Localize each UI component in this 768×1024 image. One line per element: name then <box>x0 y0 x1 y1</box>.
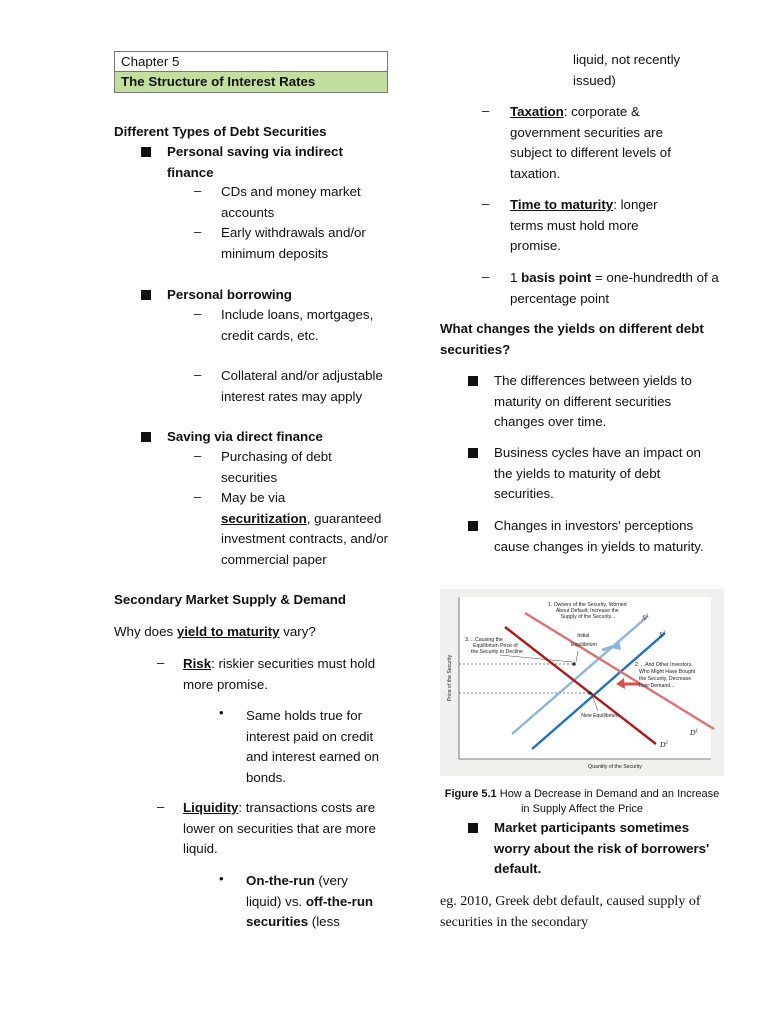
x-axis-label: Quantity of the Security <box>588 764 642 770</box>
dash-icon: – <box>194 489 202 504</box>
item-same-holds: Same holds true for interest paid on credit and interest earned on bonds. <box>246 708 380 785</box>
dash-icon: – <box>482 103 490 118</box>
chapter-title-box <box>114 51 388 93</box>
y-axis-label: Price of the Security <box>447 654 453 702</box>
liquid-continued: liquid, not recently issued) <box>573 52 681 88</box>
dash-icon: – <box>157 799 165 814</box>
caption-text: How a Decrease in Demand and an Increase in Supply Affect the Price <box>496 788 720 815</box>
ttm-term: Time to maturity <box>510 197 614 212</box>
item-risk <box>183 654 383 695</box>
dash-icon: – <box>157 655 165 670</box>
item-direct-finance: Saving via direct finance <box>167 429 323 444</box>
dash-icon: – <box>194 183 202 198</box>
note3-line-3: the Security to Decline <box>471 649 523 655</box>
heading-secondary-market: Secondary Market Supply & Demand <box>114 592 347 607</box>
bp-text: = one-hundredth of a percentage point <box>510 270 719 306</box>
bullet-square-icon <box>141 432 151 442</box>
liquidity-text: : transactions costs are lower on securities that are more liquid. <box>183 800 376 856</box>
chapter-title: The Structure of Interest Rates <box>115 72 387 92</box>
why-yield-line <box>114 622 316 643</box>
d1-sub: 1 <box>695 729 698 734</box>
bullet-square-icon <box>141 147 151 157</box>
note3-line-2: Equilibrium Price of <box>473 643 518 649</box>
taxation-term: Taxation <box>510 104 564 119</box>
item-investors-perceptions: Changes in investors' perceptions cause changes in yields to maturity. <box>494 518 704 554</box>
note2-line-1: 2. ...And Other Investors, <box>635 662 693 668</box>
note2-line-3: the Security, Decrease <box>639 676 692 682</box>
item-early-withdrawals: Early withdrawals and/or minimum deposits <box>221 225 366 261</box>
d2-sub: 2 <box>665 741 668 746</box>
guaranteed-text: , guaranteed investment contracts, and/or commercial paper <box>221 510 389 567</box>
dash-icon: – <box>482 196 490 211</box>
dash-icon: – <box>194 367 202 382</box>
dash-icon: – <box>482 269 490 284</box>
off-the-run-term: off-the-run securities <box>246 893 374 929</box>
supply-demand-figure <box>440 589 724 776</box>
item-liquidity <box>183 798 383 860</box>
note-new-equilibrium: New Equilibrium <box>581 713 619 719</box>
item-cds: CDs and money market accounts <box>221 184 361 220</box>
s2-sub: 2 <box>662 631 666 636</box>
item-time-to-maturity <box>510 195 685 257</box>
note-initial-line-1: Initial <box>577 633 590 639</box>
d2-letter: D <box>660 740 666 749</box>
eg-greek-default: eg. 2010, Greek debt default, caused supply of securities in the secondary <box>440 894 701 930</box>
bullet-square-icon <box>468 521 478 531</box>
item-personal-borrowing: Personal borrowing <box>167 287 292 302</box>
ttm-text: : longer terms must hold more promise. <box>510 197 658 253</box>
d1-letter: D <box>690 728 696 737</box>
on-the-run-term: On-the-run <box>246 873 315 888</box>
item-market-participants: Market participants sometimes worry about the risk of borrowers' default. <box>494 820 710 876</box>
risk-term: Risk <box>183 656 212 671</box>
note2-line-4: their Demand... <box>639 683 675 689</box>
caption-label: Figure 5.1 <box>444 788 497 800</box>
initial-equilibrium-point <box>572 662 576 666</box>
note1-line-2: About Default, Increase the <box>555 608 619 614</box>
chapter-label: Chapter 5 <box>115 52 387 72</box>
dash-icon: – <box>194 306 202 321</box>
note3-line-1: 3. ...Causing the <box>465 637 503 643</box>
bullet-square-icon <box>468 376 478 386</box>
bullet-square-icon <box>468 823 478 833</box>
item-purchasing: Purchasing of debt securities <box>221 449 332 485</box>
s1-sub: 1 <box>645 614 649 619</box>
item-differences: The differences between yields to maturity on different securities changes over time. <box>494 373 692 429</box>
dash-icon: – <box>194 224 202 239</box>
may-be-via-text: May be via <box>221 490 286 505</box>
note2-line-2: Who Might Have Bought <box>639 669 696 675</box>
item-basis-point <box>510 268 720 309</box>
ytm-term: yield to maturity <box>176 624 280 639</box>
item-on-the-run <box>246 871 381 933</box>
item-loans: Include loans, mortgages, credit cards, etc. <box>221 307 374 343</box>
bullet-dot-icon: • <box>219 871 224 886</box>
s2-letter: S <box>659 630 663 639</box>
liquidity-term: Liquidity <box>183 800 239 815</box>
dash-icon: – <box>194 448 202 463</box>
heading-debt-types: Different Types of Debt Securities <box>114 124 327 139</box>
note1-line-3: Supply of the Security... <box>560 614 616 620</box>
on-the-run-mid: (very liquid) vs. <box>246 873 348 909</box>
taxation-text: : corporate & government securities are subject to different levels of taxation. <box>510 104 671 181</box>
item-business-cycles: Business cycles have an impact on the yields to maturity of debt securities. <box>494 445 701 501</box>
item-taxation <box>510 102 700 184</box>
note1-line-1: 1. Owners of the Security, Worried <box>547 602 627 608</box>
securitization-term: securitization <box>221 510 307 526</box>
off-the-run-tail: (less <box>308 914 340 929</box>
bullet-square-icon <box>141 290 151 300</box>
s1-letter: S <box>642 613 646 622</box>
why-suffix: vary? <box>279 624 316 639</box>
risk-text: : riskier securities must hold more promise. <box>183 656 376 692</box>
why-prefix: Why does <box>114 624 177 639</box>
supply-demand-svg <box>440 589 724 776</box>
bp-prefix: 1 <box>510 270 522 285</box>
bullet-dot-icon: • <box>219 705 224 720</box>
bp-term: basis point <box>521 270 592 285</box>
item-may-be-via <box>221 488 391 570</box>
bullet-square-icon <box>468 448 478 458</box>
item-collateral: Collateral and/or adjustable interest rates may apply <box>221 368 383 404</box>
note-initial-line-2: Equilibrium <box>571 642 597 648</box>
heading-what-changes: What changes the yields on different debt securities? <box>440 321 704 357</box>
item-personal-saving: Personal saving via indirect finance <box>167 144 343 180</box>
figure-caption <box>440 787 724 817</box>
new-equilibrium-point <box>588 691 592 695</box>
